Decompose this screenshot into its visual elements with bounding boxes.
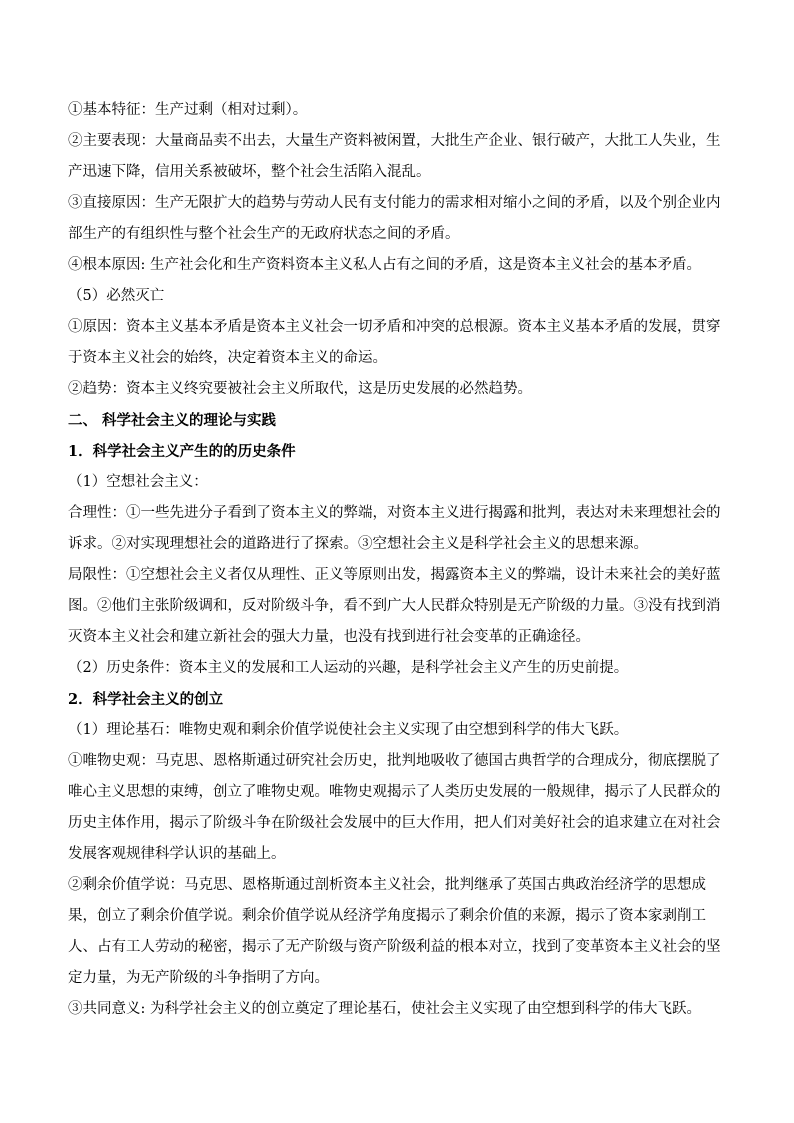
paragraph-common-significance: ③共同意义: 为科学社会主义的创立奠定了理论基石，使社会主义实现了由空想到科学的伟大飞跃。 xyxy=(68,1001,701,1017)
paragraph-basic-feature: ①基本特征：生产过剩（相对过剩）。 xyxy=(68,102,308,118)
paragraph-demise-trend: ②趋势：资本主义终究要被社会主义所取代，这是历史发展的必然趋势。 xyxy=(68,381,532,397)
paragraph-main-manifestation: ②主要表现：大量商品卖不出去，大量生产资料被闲置，大批生产企业、银行破产，大批工人失业，生产迅速下降，信用关系被破坏，整个社会生活陷入混乱。 xyxy=(68,133,721,180)
paragraph-theoretical-cornerstone: （1）理论基石：唯物史观和剩余价值学说使社会主义实现了由空想到科学的伟大飞跃。 xyxy=(68,722,629,738)
paragraph-historical-materialism: ①唯物史观：马克思、恩格斯通过研究社会历史，批判地吸收了德国古典哲学的合理成分，彻底摆脱了唯心主义思想的束缚，创立了唯物史观。唯物史观揭示了人类历史发展的一般规律，揭示了人民群众的历史主体作用，揭示了阶级斗争在阶级社会发展中的巨大作用，把人们对美好社会的追求建立在对社会发展客观规律科学认识的基础上。 xyxy=(68,753,721,862)
section-heading-scientific-socialism: 二、 科学社会主义的理论与实践 xyxy=(68,412,277,429)
paragraph-root-cause: ④根本原因: 生产社会化和生产资料资本主义私人占有之间的矛盾，这是资本主义社会的基本矛盾。 xyxy=(68,257,701,273)
document-body xyxy=(68,95,734,1025)
paragraph-surplus-value: ②剩余价值学说：马克思、恩格斯通过剖析资本主义社会，批判继承了英国古典政治经济学的思想成果，创立了剩余价值学说。剩余价值学说从经济学角度揭示了剩余价值的来源，揭示了资本家剥削工人、占有工人劳动的秘密，揭示了无产阶级与资产阶级利益的根本对立，找到了变革资本主义社会的坚定力量，为无产阶级的斗争指明了方向。 xyxy=(68,877,721,986)
paragraph-demise-reason: ①原因：资本主义基本矛盾是资本主义社会一切矛盾和冲突的总根源。资本主义基本矛盾的发展，贯穿于资本主义社会的始终，决定着资本主义的命运。 xyxy=(68,319,721,366)
paragraph-historical-conditions: （2）历史条件：资本主义的发展和工人运动的兴趣，是科学社会主义产生的历史前提。 xyxy=(68,660,629,676)
paragraph-rationality: 合理性：①一些先进分子看到了资本主义的弊端，对资本主义进行揭露和批判，表达对未来理想社会的诉求。②对实现理想社会的道路进行了探索。③空想社会主义是科学社会主义的思想来源。 xyxy=(68,505,721,552)
subheading-inevitable-demise: （5）必然灭亡 xyxy=(68,288,165,304)
subheading-utopian-socialism: （1）空想社会主义： xyxy=(68,474,208,490)
paragraph-direct-cause: ③直接原因：生产无限扩大的趋势与劳动人民有支付能力的需求相对缩小之间的矛盾，以及个别企业内部生产的有组织性与整个社会生产的无政府状态之间的矛盾。 xyxy=(68,195,721,242)
heading-historical-conditions: 1．科学社会主义产生的的历史条件 xyxy=(68,443,296,460)
heading-founding: 2．科学社会主义的创立 xyxy=(68,691,224,708)
paragraph-limitations: 局限性：①空想社会主义者仅从理性、正义等原则出发，揭露资本主义的弊端，设计未来社会的美好蓝图。②他们主张阶级调和，反对阶级斗争，看不到广大人民群众特别是无产阶级的力量。③没有找到消灭资本主义社会和建立新社会的强大力量，也没有找到进行社会变革的正确途径。 xyxy=(68,567,721,645)
